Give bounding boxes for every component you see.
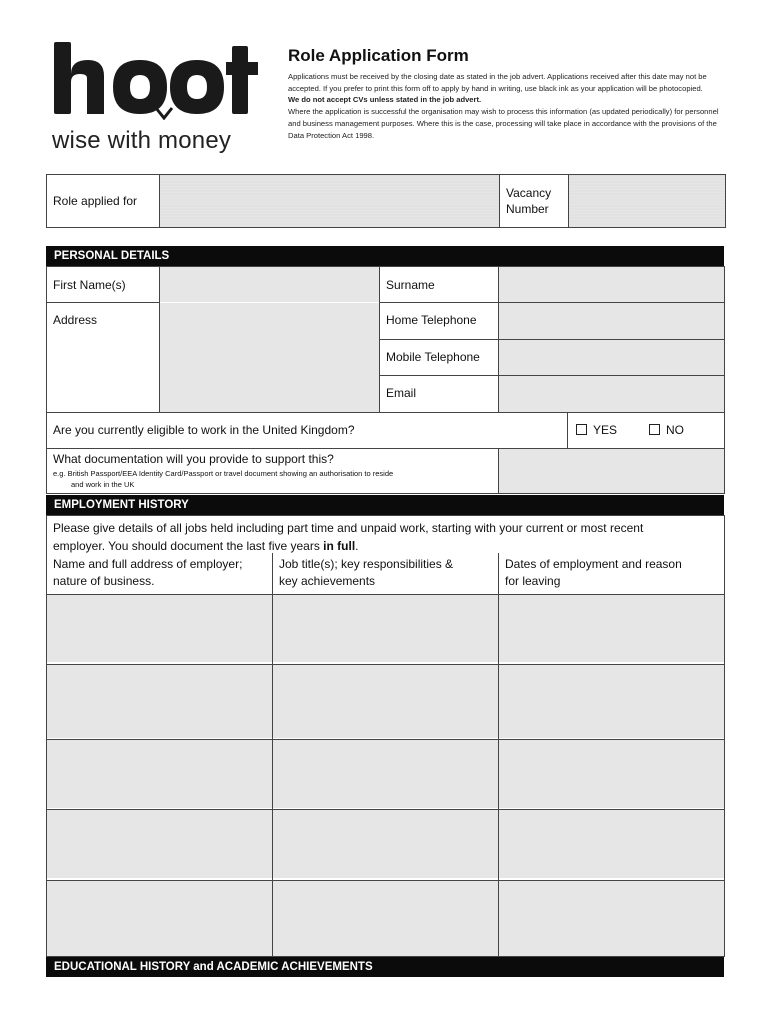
col-dates-header-line-1: Dates of employment and reason bbox=[505, 557, 682, 571]
home-telephone-label: Home Telephone bbox=[386, 313, 477, 327]
documentation-example-line-2: and work in the UK bbox=[71, 480, 135, 489]
personal-details-header: PERSONAL DETAILS bbox=[46, 246, 724, 266]
employment-row-2-dates-cell[interactable] bbox=[499, 665, 724, 738]
yes-label: YES bbox=[593, 423, 618, 437]
vacancy-label-line-1: Vacancy bbox=[506, 186, 552, 200]
first-name-field[interactable] bbox=[160, 267, 379, 302]
intro-no-cv-notice: We do not accept CVs unless stated in the job advert. bbox=[288, 95, 482, 105]
employment-instructions-line-1: Please give details of all jobs held including part time and unpaid work, starting with your current or most recent bbox=[53, 521, 644, 535]
address-label: Address bbox=[53, 313, 98, 327]
vacancy-number-field[interactable] bbox=[569, 175, 726, 228]
employment-row-2-employer-cell[interactable] bbox=[47, 665, 272, 738]
intro-data-protection: Where the application is successful the organisation may wish to process this information (as updated periodically) for personnel and business management purposes. Where this is the case, processing will take place in accordance with the provisions of the Data Protection Act 1998. bbox=[288, 107, 719, 140]
address-field[interactable] bbox=[160, 303, 379, 412]
vacancy-label-line-2: Number bbox=[506, 202, 549, 216]
col-employer-header-line-1: Name and full address of employer; bbox=[53, 557, 243, 571]
first-name-label: First Name(s) bbox=[53, 278, 126, 292]
education-history-header: EDUCATIONAL HISTORY and ACADEMIC ACHIEVEMENTS bbox=[46, 957, 724, 977]
employment-instructions-line-2 bbox=[53, 537, 718, 555]
home-telephone-field[interactable] bbox=[499, 303, 724, 339]
email-label: Email bbox=[386, 386, 417, 400]
vacancy-number-label bbox=[500, 175, 569, 228]
documentation-example-line-1: e.g. British Passport/EEA Identity Card/Passport or travel document showing an authorisation to reside bbox=[53, 469, 394, 478]
employment-row-4-dates-cell[interactable] bbox=[499, 810, 724, 878]
surname-field[interactable] bbox=[499, 267, 724, 302]
col-employer-header-line-2: nature of business. bbox=[53, 574, 155, 588]
col-dates-header-line-2: for leaving bbox=[505, 574, 561, 588]
eligibility-question: Are you currently eligible to work in the United Kingdom? bbox=[53, 423, 355, 437]
col-job-title-header bbox=[279, 556, 453, 590]
role-applied-field[interactable] bbox=[160, 175, 500, 228]
employment-row-4-job-title-cell[interactable] bbox=[273, 810, 498, 878]
employment-history-header: EMPLOYMENT HISTORY bbox=[46, 495, 724, 515]
employment-row-1-dates-cell[interactable] bbox=[499, 595, 724, 662]
intro-paragraph-1: Applications must be received by the closing date as stated in the job advert. Applications received after this date may not be accepted. If you prefer to print this form off to apply by hand in writing, use black ink as your application will be photocopied. bbox=[288, 72, 707, 93]
employment-row-5-employer-cell[interactable] bbox=[47, 881, 272, 956]
email-field[interactable] bbox=[499, 376, 724, 412]
documentation-example bbox=[53, 468, 493, 490]
documentation-field[interactable] bbox=[499, 449, 724, 493]
employment-row-2-job-title-cell[interactable] bbox=[273, 665, 498, 738]
no-label: NO bbox=[666, 423, 684, 437]
form-title: Role Application Form bbox=[288, 46, 469, 65]
col-dates-header bbox=[505, 556, 682, 590]
role-applied-label: Role applied for bbox=[47, 175, 160, 228]
col-job-title-header-line-2: key achievements bbox=[279, 574, 376, 588]
employment-row-1-job-title-cell[interactable] bbox=[273, 595, 498, 662]
surname-label: Surname bbox=[386, 278, 435, 292]
employment-instructions bbox=[53, 519, 718, 555]
employment-row-4-employer-cell[interactable] bbox=[47, 810, 272, 878]
mobile-telephone-label: Mobile Telephone bbox=[386, 350, 480, 364]
no-checkbox[interactable] bbox=[649, 424, 660, 435]
employment-instr-period: . bbox=[355, 539, 359, 553]
eligible-yes-option[interactable] bbox=[576, 423, 617, 437]
form-intro bbox=[288, 71, 720, 141]
employment-row-3-employer-cell[interactable] bbox=[47, 740, 272, 808]
employment-instr-text: employer. You should document the last five years bbox=[53, 539, 324, 553]
employment-row-1-employer-cell[interactable] bbox=[47, 595, 272, 662]
role-table bbox=[46, 174, 726, 228]
employment-row-3-job-title-cell[interactable] bbox=[273, 740, 498, 808]
col-job-title-header-line-1: Job title(s); key responsibilities & bbox=[279, 557, 454, 571]
col-employer-header bbox=[53, 556, 242, 590]
employment-row-5-job-title-cell[interactable] bbox=[273, 881, 498, 956]
employment-instr-bold: in full bbox=[323, 539, 356, 553]
hoot-logo bbox=[52, 38, 262, 120]
documentation-question: What documentation will you provide to support this? bbox=[53, 452, 334, 466]
logo-tagline: wise with money bbox=[52, 127, 232, 154]
mobile-telephone-field[interactable] bbox=[499, 340, 724, 375]
eligible-no-option[interactable] bbox=[649, 423, 684, 437]
employment-row-5-dates-cell[interactable] bbox=[499, 881, 724, 956]
employment-row-3-dates-cell[interactable] bbox=[499, 740, 724, 808]
yes-checkbox[interactable] bbox=[576, 424, 587, 435]
